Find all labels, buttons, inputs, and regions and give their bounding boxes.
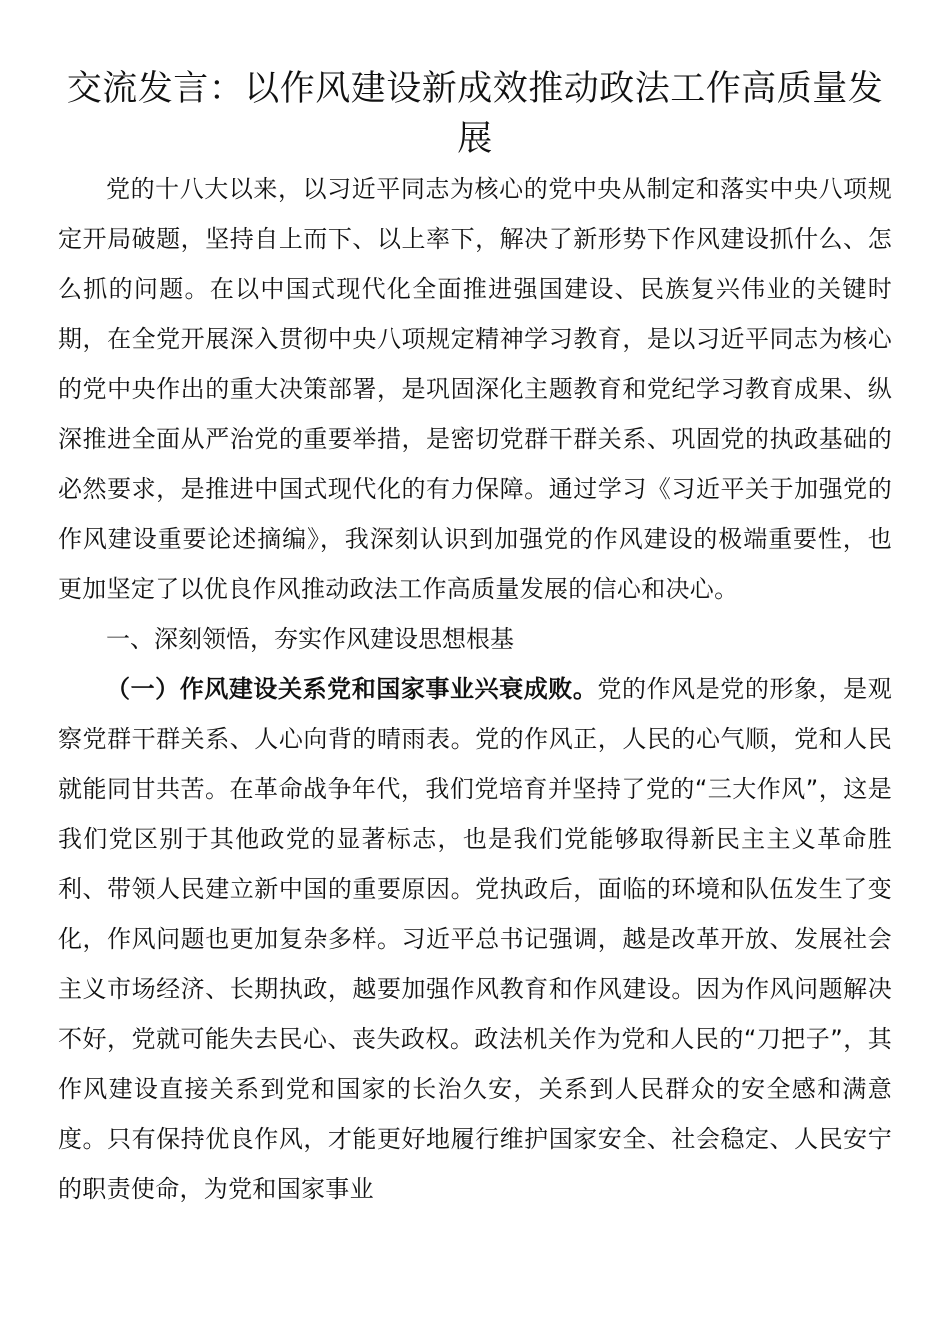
section-1-heading: 一、深刻领悟，夯实作风建设思想根基 <box>106 625 514 653</box>
subsection-1-paragraph <box>58 664 892 1214</box>
subsection-1-lead: （一）作风建设关系党和国家事业兴衰成败。 <box>106 675 598 703</box>
document-title: 交流发言：以作风建设新成效推动政法工作高质量发展 <box>66 69 884 159</box>
document-body <box>58 164 892 1214</box>
subsection-1-text: 党的作风是党的形象，是观察党群干群关系、人心向背的晴雨表。党的作风正，人民的心气顺，党和人民就能同甘共苦。在革命战争年代，我们党培育并坚持了党的“三大作风”，这是我们党区别于其他政党的显著标志，也是我们党能够取得新民主主义革命胜利、带领人民建立新中国的重要原因。党执政后，面临的环境和队伍发生了变化，作风问题也更加复杂多样。习近平总书记强调，越是改革开放、发展社会主义市场经济、长期执政，越要加强作风教育和作风建设。因为作风问题解决不好，党就可能失去民心、丧失政权。政法机关作为党和人民的“刀把子”，其作风建设直接关系到党和国家的长治久安，关系到人民群众的安全感和满意度。只有保持优良作风，才能更好地履行维护国家安全、社会稳定、人民安宁的职责使命，为党和国家事业 <box>58 675 892 1203</box>
intro-paragraph: 党的十八大以来，以习近平同志为核心的党中央从制定和落实中央八项规定开局破题，坚持自上而下、以上率下，解决了新形势下作风建设抓什么、怎么抓的问题。在以中国式现代化全面推进强国建设、民族复兴伟业的关键时期，在全党开展深入贯彻中央八项规定精神学习教育，是以习近平同志为核心的党中央作出的重大决策部署，是巩固深化主题教育和党纪学习教育成果、纵深推进全面从严治党的重要举措，是密切党群干群关系、巩固党的执政基础的必然要求，是推进中国式现代化的有力保障。通过学习《习近平关于加强党的作风建设重要论述摘编》，我深刻认识到加强党的作风建设的极端重要性，也更加坚定了以优良作风推动政法工作高质量发展的信心和决心。 <box>58 175 892 603</box>
